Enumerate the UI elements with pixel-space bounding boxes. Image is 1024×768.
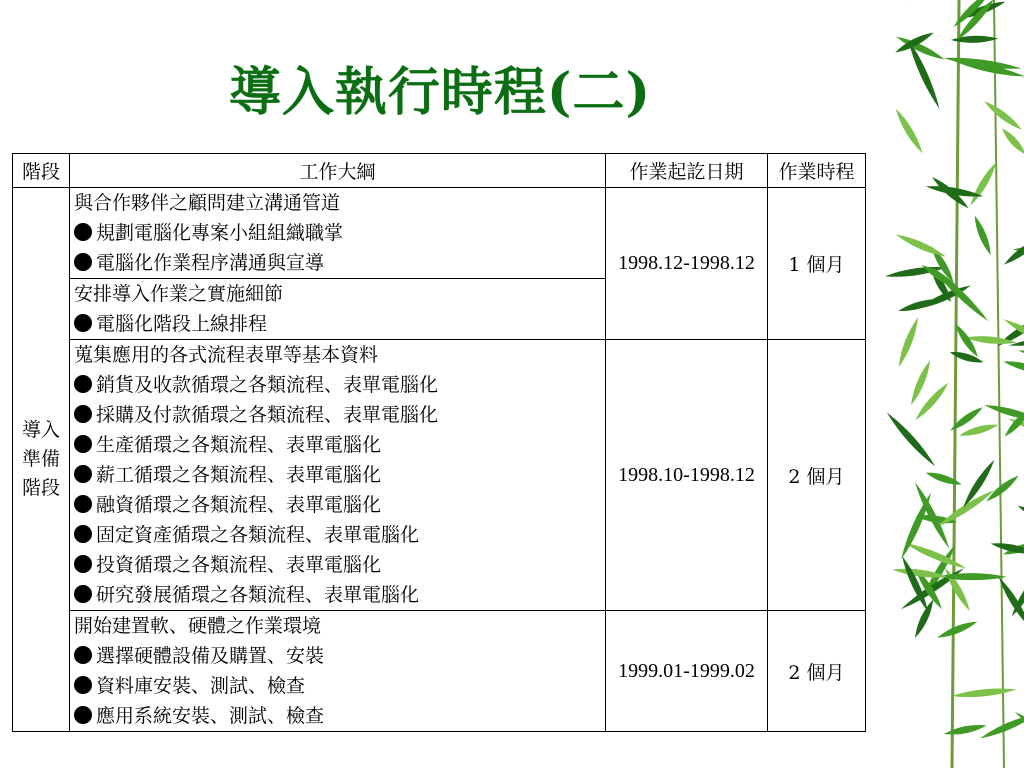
- bullet-icon: [74, 253, 92, 271]
- table-row: [13, 611, 866, 732]
- duration-cell: 2 個月: [768, 340, 866, 611]
- header-dates: 作業起訖日期: [606, 154, 768, 188]
- bamboo-leaf: [1016, 503, 1024, 527]
- date-range-cell: 1998.10-1998.12: [606, 340, 768, 611]
- work-cell: [70, 611, 606, 732]
- bullet-icon: [74, 706, 92, 724]
- bamboo-leaf: [951, 686, 1017, 700]
- header-work: 工作大綱: [70, 154, 606, 188]
- bamboo-decoration: [864, 0, 1024, 768]
- bullet-icon: [74, 375, 92, 393]
- bamboo-leaf: [1013, 709, 1024, 757]
- bamboo-leaf: [893, 107, 926, 155]
- bullet-icon: [74, 495, 92, 513]
- work-item: 採購及付款循環之各類流程、表單電腦化: [74, 400, 605, 430]
- table-row: [13, 340, 866, 611]
- bamboo-leaf: [936, 618, 979, 640]
- bamboo-leaf: [904, 540, 968, 572]
- bullet-icon: [74, 465, 92, 483]
- work-item: 融資循環之各類流程、表單電腦化: [74, 490, 605, 520]
- work-item: 選擇硬體設備及購置、安裝: [74, 641, 605, 671]
- bamboo-leaf: [971, 214, 993, 256]
- bamboo-leaf: [982, 98, 1024, 132]
- work-item-heading: 安排導入作業之實施細節: [74, 283, 284, 305]
- work-item: 生產循環之各類流程、表單電腦化: [74, 430, 605, 460]
- bullet-icon: [74, 646, 92, 664]
- work-item: 資料庫安裝、測試、檢查: [74, 671, 605, 701]
- bamboo-leaf: [967, 160, 999, 208]
- work-item-heading: 與合作夥伴之顧問建立溝通管道: [74, 192, 341, 214]
- bullet-icon: [74, 405, 92, 423]
- bullet-icon: [74, 435, 92, 453]
- bamboo-leaf: [929, 264, 991, 324]
- work-item: 電腦化作業程序溝通與宣導: [74, 248, 605, 278]
- stage-label-line: 導入: [21, 419, 60, 441]
- work-item: 固定資產循環之各類流程、表單電腦化: [74, 520, 605, 550]
- work-item-heading: 蒐集應用的各式流程表單等基本資料: [74, 344, 379, 366]
- bamboo-leaf: [884, 410, 938, 469]
- work-item: 銷貨及收款循環之各類流程、表單電腦化: [74, 370, 605, 400]
- header-stage: 階段: [13, 154, 70, 188]
- bamboo-leaf: [903, 0, 942, 3]
- bamboo-leaf: [984, 473, 1020, 504]
- bamboo-leaf: [949, 349, 985, 366]
- schedule-table: [12, 153, 866, 732]
- bullet-icon: [74, 676, 92, 694]
- header-duration: 作業時程: [768, 154, 866, 188]
- work-item: 薪工循環之各類流程、表單電腦化: [74, 460, 605, 490]
- bullet-icon: [74, 585, 92, 603]
- table-header-row: [13, 154, 866, 188]
- duration-cell: 1 個月: [768, 188, 866, 340]
- stage-cell: [13, 188, 70, 732]
- stage-label-line: 階段: [21, 477, 60, 499]
- bamboo-leaf: [925, 469, 963, 488]
- bamboo-leaf: [1002, 358, 1024, 376]
- bamboo-leaf: [1002, 235, 1024, 268]
- stage-label-line: 準備: [21, 448, 60, 470]
- work-cell: [70, 279, 606, 340]
- duration-cell: 2 個月: [768, 611, 866, 732]
- bamboo-leaf: [943, 722, 987, 737]
- work-item: 電腦化階段上線排程: [74, 309, 605, 339]
- work-item: 應用系統安裝、測試、檢查: [74, 701, 605, 731]
- bamboo-leaf: [935, 487, 996, 530]
- work-item: 規劃電腦化專案小組組織職掌: [74, 218, 605, 248]
- bamboo-leaf: [999, 126, 1024, 157]
- date-range-cell: 1998.12-1998.12: [606, 188, 768, 340]
- work-item: 投資循環之各類流程、表單電腦化: [74, 550, 605, 580]
- bullet-icon: [74, 525, 92, 543]
- table-row: [13, 188, 866, 279]
- slide-title: 導入執行時程(二): [228, 62, 652, 123]
- bullet-icon: [74, 223, 92, 241]
- work-cell: [70, 340, 606, 611]
- date-range-cell: 1999.01-1999.02: [606, 611, 768, 732]
- work-item: 研究發展循環之各類流程、表單電腦化: [74, 580, 605, 610]
- bullet-icon: [74, 314, 92, 332]
- bullet-icon: [74, 555, 92, 573]
- work-item-heading: 開始建置軟、硬體之作業環境: [74, 615, 322, 637]
- bamboo-leaf: [895, 316, 921, 369]
- work-cell: [70, 188, 606, 279]
